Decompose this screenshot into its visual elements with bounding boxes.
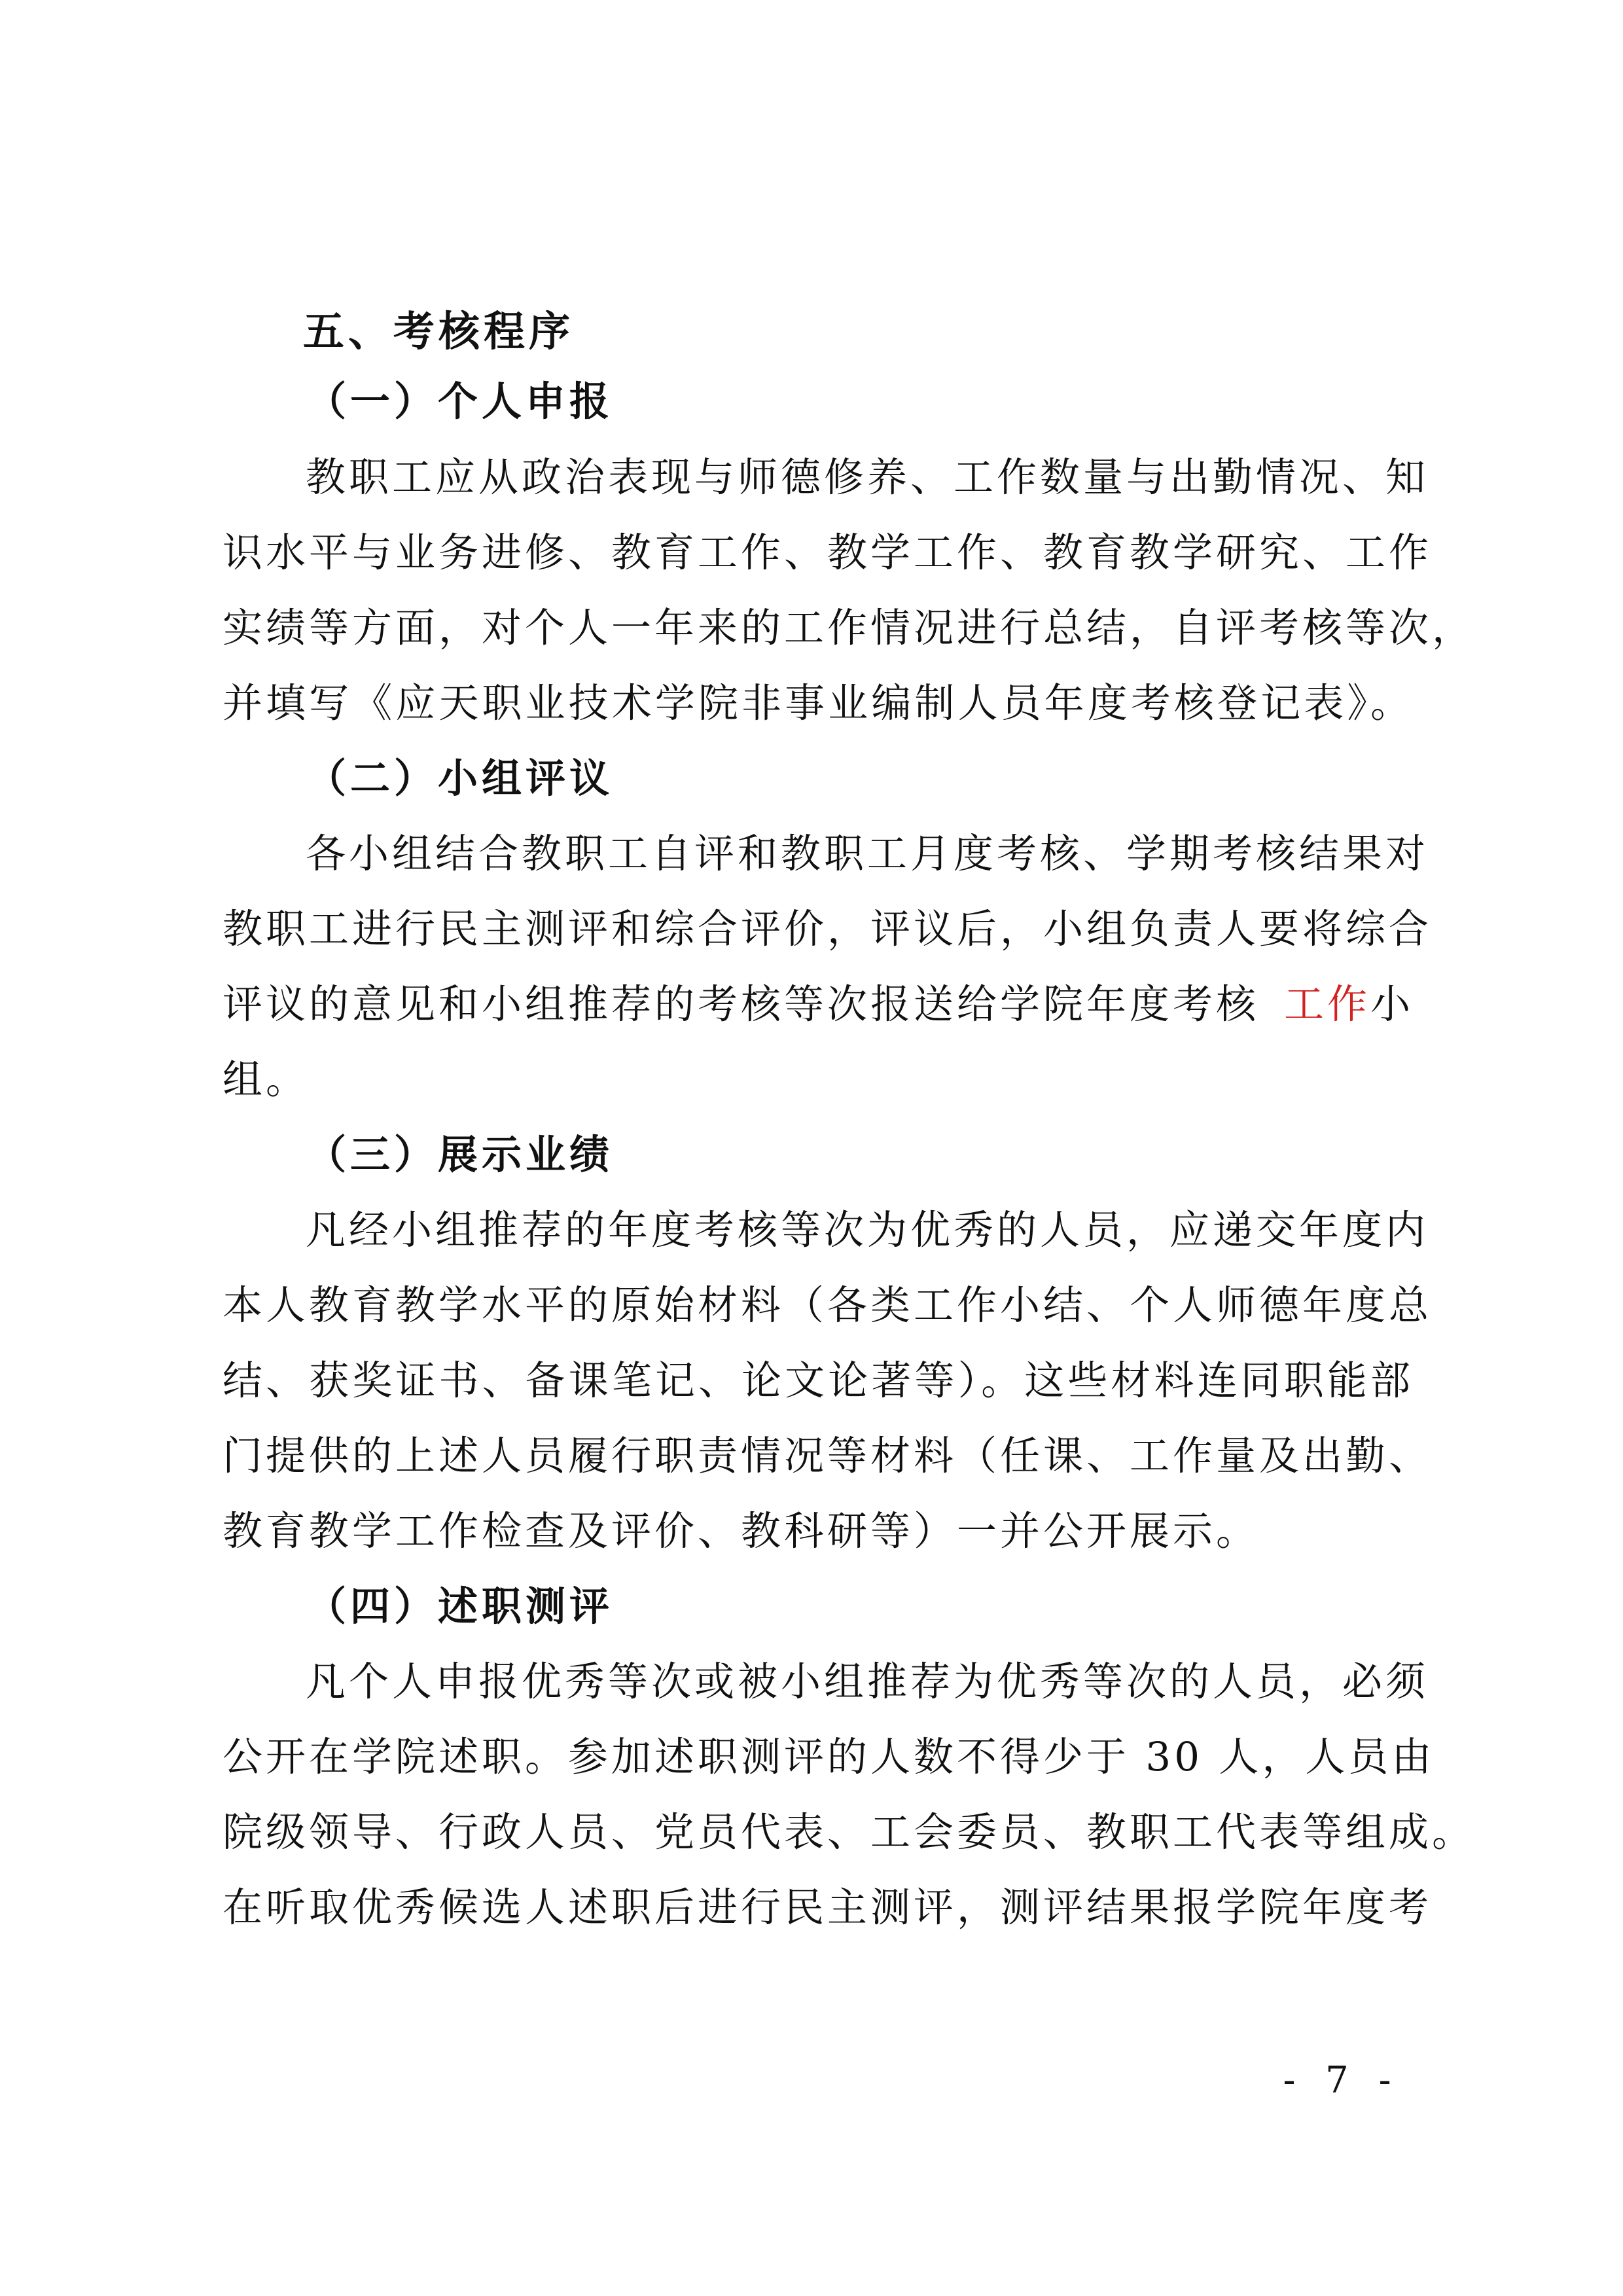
paragraph-line: 教职工进行民主测评和综合评价，评议后，小组负责人要将综合 [223, 906, 1433, 952]
subsection-heading-4: （四）述职测评 [306, 1583, 614, 1630]
paragraph-line: 院级领导、行政人员、党员代表、工会委员、教职工代表等组成。 [223, 1809, 1476, 1856]
page-number: - 7 - [1283, 2059, 1400, 2102]
paragraph-line: 识水平与业务进修、教育工作、教学工作、教育教学研究、工作 [223, 529, 1433, 576]
paragraph-line: 凡个人申报优秀等次或被小组推荐为优秀等次的人员，必须 [306, 1659, 1429, 1705]
paragraph-text: 小 [1370, 981, 1414, 1028]
paragraph-line: 公开在学院述职。参加述职测评的人数不得少于 30 人，人员由 [223, 1734, 1435, 1780]
paragraph-line: 组。 [223, 1056, 310, 1103]
paragraph-line: 门提供的上述人员履行职责情况等材料（任课、工作量及出勤、 [223, 1433, 1433, 1479]
paragraph-text: 评议的意见和小组推荐的考核等次报送给学院年度考核 [223, 981, 1260, 1028]
paragraph-line: 本人教育教学水平的原始材料（各类工作小结、个人师德年度总 [223, 1282, 1433, 1329]
paragraph-line: 结、获奖证书、备课笔记、论文论著等）。这些材料连同职能部 [223, 1357, 1414, 1404]
highlighted-text: 工作 [1283, 981, 1370, 1028]
paragraph-line: 各小组结合教职工自评和教职工月度考核、学期考核结果对 [306, 831, 1429, 877]
paragraph-line: 并填写《应天职业技术学院非事业编制人员年度考核登记表》。 [223, 680, 1414, 726]
subsection-heading-1: （一）个人申报 [306, 378, 614, 425]
subsection-heading-3: （三）展示业绩 [306, 1132, 614, 1178]
paragraph-line: 教育教学工作检查及评价、教科研等）一并公开展示。 [223, 1508, 1260, 1554]
paragraph-line: 教职工应从政治表现与师德修养、工作数量与出勤情况、知 [306, 454, 1429, 501]
subsection-heading-2: （二）小组评议 [306, 755, 614, 802]
paragraph-line: 凡经小组推荐的年度考核等次为优秀的人员，应递交年度内 [306, 1207, 1429, 1253]
section-title: 五、考核程序 [303, 308, 574, 355]
paragraph-line-with-highlight [223, 978, 1414, 1031]
paragraph-line: 实绩等方面，对个人一年来的工作情况进行总结，自评考核等次， [223, 605, 1476, 651]
paragraph-line: 在听取优秀候选人述职后进行民主测评，测评结果报学院年度考 [223, 1884, 1433, 1931]
